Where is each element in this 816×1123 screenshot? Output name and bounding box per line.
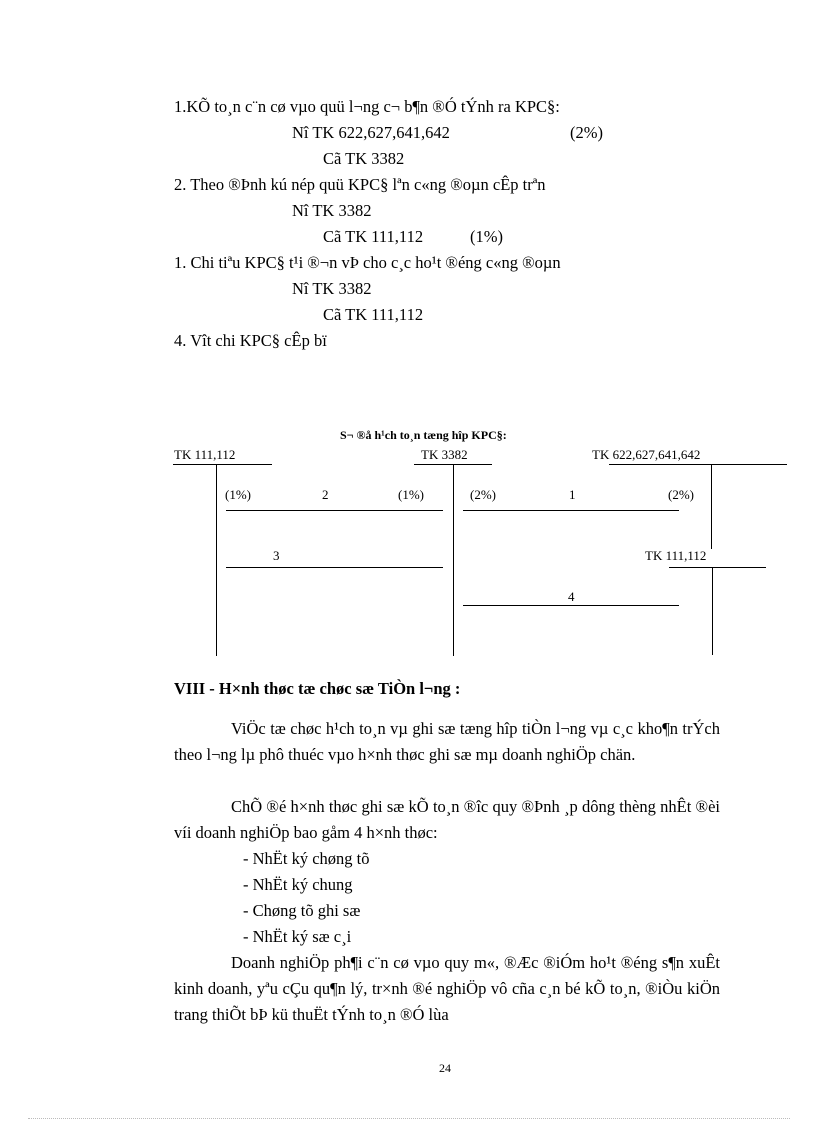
flow-1-line [463, 510, 679, 511]
list-item-voucher-book: - Chøng tõ ghi sæ [243, 901, 361, 920]
t-account-cash-stem [216, 464, 217, 656]
t-account-3382-stem [453, 464, 454, 656]
flow-4-number: 4 [568, 589, 575, 604]
flow-2-rate-right: (1%) [398, 487, 424, 502]
flow-2-rate-left: (1%) [225, 487, 251, 502]
entry-1: 1.KÕ to¸n c¨n cø vµo quü l¬ng c¬ b¶n ®Ó tÝnh ra KPC§: [174, 97, 560, 116]
entry-3-debit: Nî TK 3382 [292, 279, 372, 298]
list-item-journal-voucher: - NhËt ký chøng tõ [243, 849, 370, 868]
t-account-cash-2-stem [712, 567, 713, 655]
paragraph-1: ViÖc tæ chøc h¹ch to¸n vµ ghi sæ tæng hîp tiÒn l¬ng vµ c¸c kho¶n trÝch theo l¬ng lµ phô thuéc vµo h×nh thøc ghi sæ mµ doanh nghiÖp chän. [174, 719, 720, 764]
page-bottom-rule [28, 1118, 790, 1119]
account-label-cash: TK 111,112 [174, 447, 236, 462]
list-item-ledger-journal: - NhËt ký sæ c¸i [243, 927, 352, 946]
entry-1-credit: Cã TK 3382 [323, 149, 405, 168]
entry-2-debit: Nî TK 3382 [292, 201, 372, 220]
flow-2-line [226, 510, 443, 511]
entry-3-credit: Cã TK 111,112 [323, 305, 424, 324]
t-account-cash-2-top [669, 567, 766, 568]
paragraph-2: ChÕ ®é h×nh thøc ghi sæ kÕ to¸n ®îc quy ®Þnh ¸p dông thèng nhÊt ®èi víi doanh nghiÖp bao gåm 4 h×nh thøc: [174, 797, 720, 842]
entry-2-credit: Cã TK 111,112 [323, 227, 424, 246]
account-label-expense: TK 622,627,641,642 [592, 447, 701, 462]
flow-3-number: 3 [273, 548, 280, 563]
entry-2-rate: (1%) [470, 227, 503, 246]
entry-4: 4. Vît chi KPC§ cÊp bï [174, 331, 327, 350]
t-account-cash-top [173, 464, 272, 465]
flow-3-line [226, 567, 443, 568]
t-account-expense-stem [711, 464, 712, 549]
flow-1-number: 1 [569, 487, 576, 502]
page-number: 24 [439, 1061, 451, 1075]
account-label-3382: TK 3382 [421, 447, 468, 462]
entry-1-rate: (2%) [570, 123, 603, 142]
section-heading: VIII - H×nh thøc tæ chøc sæ TiÒn l¬ng : [174, 679, 461, 698]
flow-2-number: 2 [322, 487, 329, 502]
flow-4-line [463, 605, 679, 606]
account-label-cash-2: TK 111,112 [645, 548, 707, 563]
t-account-expense-top [609, 464, 787, 465]
entry-3: 1. Chi tiªu KPC§ t¹i ®¬n vÞ cho c¸c ho¹t ®éng c«ng ®oµn [174, 253, 561, 272]
flow-1-rate-right: (2%) [668, 487, 694, 502]
flow-1-rate-left: (2%) [470, 487, 496, 502]
diagram-title: S¬ ®å h¹ch to¸n tæng hîp KPC§: [340, 428, 507, 442]
entry-2: 2. Theo ®Þnh kú nép quü KPC§ lªn c«ng ®oµn cÊp trªn [174, 175, 546, 194]
paragraph-3: Doanh nghiÖp ph¶i c¨n cø vµo quy m«, ®Æc ®iÓm ho¹t ®éng s¶n xuÊt kinh doanh, yªu cÇu qu¶n lý, tr×nh ®é nghiÖp vô cña c¸n bé kÕ to¸n, ®iÒu kiÖn trang thiÕt bÞ kü thuËt tÝnh to¸n ®Ó lùa [174, 953, 720, 1024]
entry-1-debit: Nî TK 622,627,641,642 [292, 123, 450, 142]
list-item-general-journal: - NhËt ký chung [243, 875, 353, 894]
